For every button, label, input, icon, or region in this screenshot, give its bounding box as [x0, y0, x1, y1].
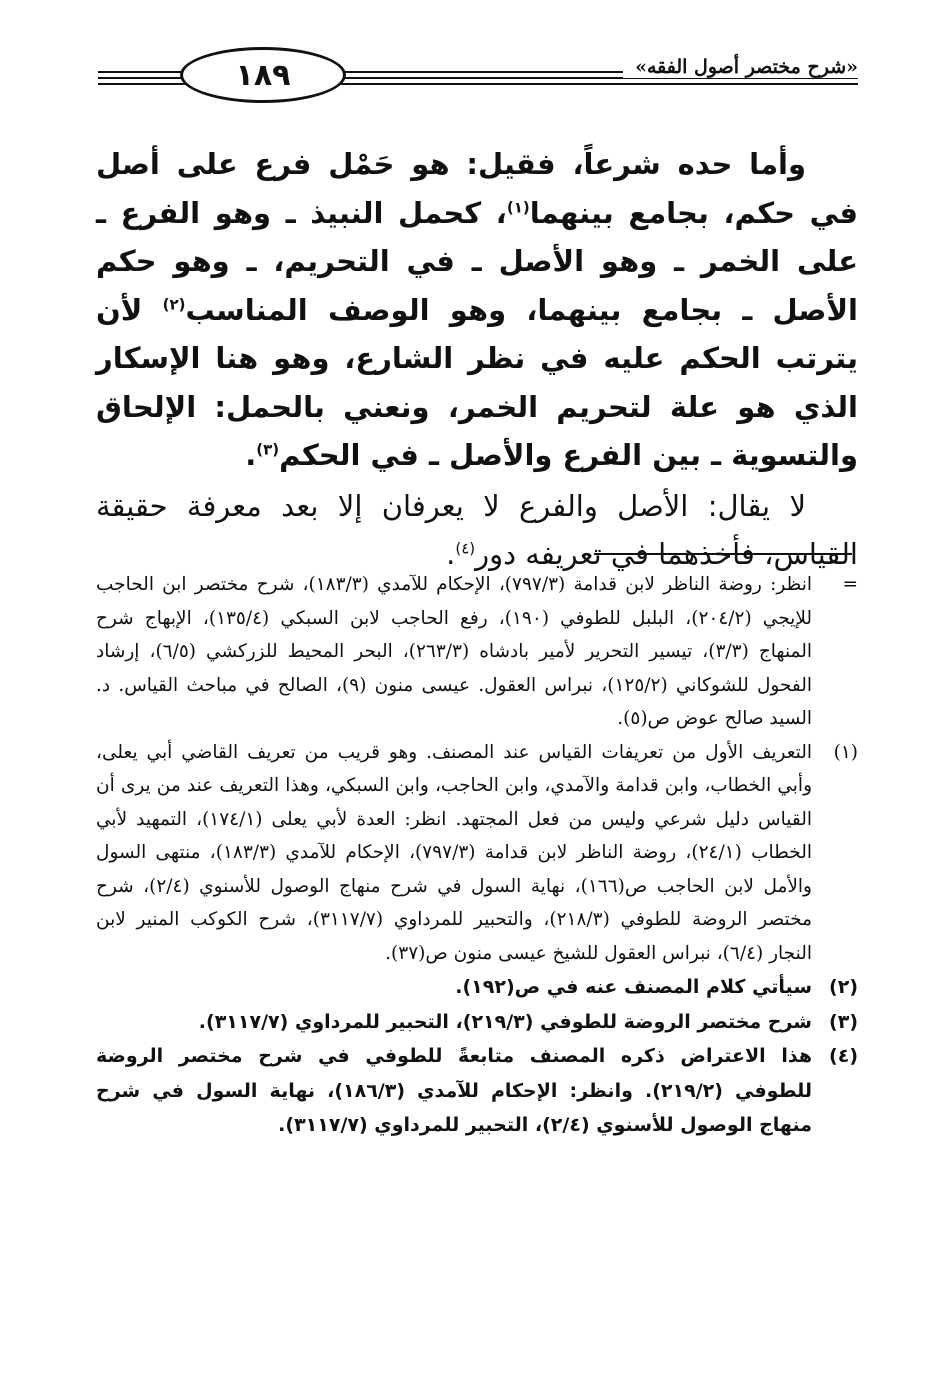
page-number: ١٨٩ [235, 57, 291, 93]
footnote-3 [96, 1005, 858, 1040]
page-number-oval [180, 47, 346, 103]
text-run: ، كحمل النبيذ ـ وهو الفرع ـ على الخمر ـ وهو الأصل ـ في التحريم، ـ وهو حكم الأصل ـ بجامع بينهما، وهو الوصف المناسب [96, 195, 858, 327]
footnote-ref-4: (٤) [455, 539, 476, 558]
footnote-1 [96, 736, 858, 971]
footnote-4 [96, 1039, 858, 1143]
footnote-text: شرح مختصر الروضة للطوفي (٢١٩/٣)، التحبير للمرداوي (٣١١٧/٧). [198, 1010, 812, 1033]
footnote-separator [594, 553, 852, 555]
text-run: . [245, 438, 257, 472]
footnote-2 [96, 970, 858, 1005]
footnote-ref-3: (٣) [256, 440, 280, 459]
footnote-mark: = [842, 574, 858, 595]
text-run: وأما حده شرعاً، فقيل: هو حَمْل فرع على أصل في حكم، بجامع بينهما [96, 147, 858, 230]
footnote-mark: (٣) [829, 1010, 858, 1033]
footnote-mark: (٤) [829, 1045, 858, 1067]
paragraph-objection [96, 482, 858, 579]
footnote-continued [96, 568, 858, 736]
footnote-mark: (١) [833, 741, 858, 763]
footnote-text: هذا الاعتراض ذكره المصنف متابعةً للطوفي في شرح مختصر الروضة للطوفي (٢١٩/٢). وانظر: الإحكام للآمدي (١٨٦/٣)، نهاية السول في شرح منهاج الوصول للأسنوي (٢/٤)، التحبير للمرداوي (٣١١٧/٧). [96, 1045, 812, 1136]
running-title: «شرح مختصر أصول الفقه» [623, 56, 858, 78]
paragraph-definition [96, 140, 858, 480]
text-run: لا يقال: الأصل والفرع لا يعرفان إلا بعد معرفة حقيقة القياس، فأخذهما في تعريفه دور [96, 488, 858, 571]
footnote-ref-2: (٢) [162, 294, 186, 313]
page-header [98, 42, 858, 108]
footnotes [96, 568, 858, 1143]
footnote-text: التعريف الأول من تعريفات القياس عند المصنف. وهو قريب من تعريف القاضي أبي يعلى، وأبي الخطاب، وابن قدامة والآمدي، وابن الحاجب، وابن السبكي، وهذا التعريف عند من يرى أن القياس دليل شرعي وليس من فعل المجتهد. انظر: العدة لأبي يعلى (١٧٤/١)، التمهيد لأبي الخطاب (٢٤/١)، روضة الناظر لابن قدامة (٧٩٧/٣)، الإحكام للآمدي (١٨٣/٣)، منتهى السول والأمل لابن الحاجب ص(١٦٦)، نهاية السول في شرح منهاج الوصول للأسنوي (٢/٤)، شرح مختصر الروضة للطوفي (٢١٨/٣)، والتحبير للمرداوي (٣١١٧/٧)، شرح الكوكب المنير لابن النجار (٦/٤)، نبراس العقول للشيخ عيسى منون ص(٣٧). [96, 741, 813, 964]
footnote-mark: (٢) [829, 976, 858, 998]
text-run: . [446, 537, 456, 571]
footnote-text: سيأتي كلام المصنف عنه في ص(١٩٢). [455, 976, 812, 998]
main-text [96, 140, 858, 579]
text-run: لأن يترتب الحكم عليه في نظر الشارع، وهو هنا الإسكار الذي هو علة لتحريم الخمر، ونعني بالحمل: الإلحاق والتسوية ـ بين الفرع والأصل ـ في الحكم [96, 292, 858, 472]
footnote-ref-1: (١) [506, 197, 530, 216]
footnote-text: انظر: روضة الناظر لابن قدامة (٧٩٧/٣)، الإحكام للآمدي (١٨٣/٣)، شرح مختصر ابن الحاجب للإيجي (٢٠٤/٢)، البلبل للطوفي (١٩٠)، رفع الحاجب لابن السبكي (١٣٥/٤)، الإبهاج شرح المنهاج (٣/٣)، تيسير التحرير لأمير بادشاه (٢٦٣/٣)، البحر المحيط للزركشي (٦/٥)، إرشاد الفحول للشوكاني (١٢٥/٢)، نبراس العقول. عيسى منون (٩)، الصالح في مباحث القياس. د. السيد صالح عوض ص(٥). [96, 574, 813, 729]
